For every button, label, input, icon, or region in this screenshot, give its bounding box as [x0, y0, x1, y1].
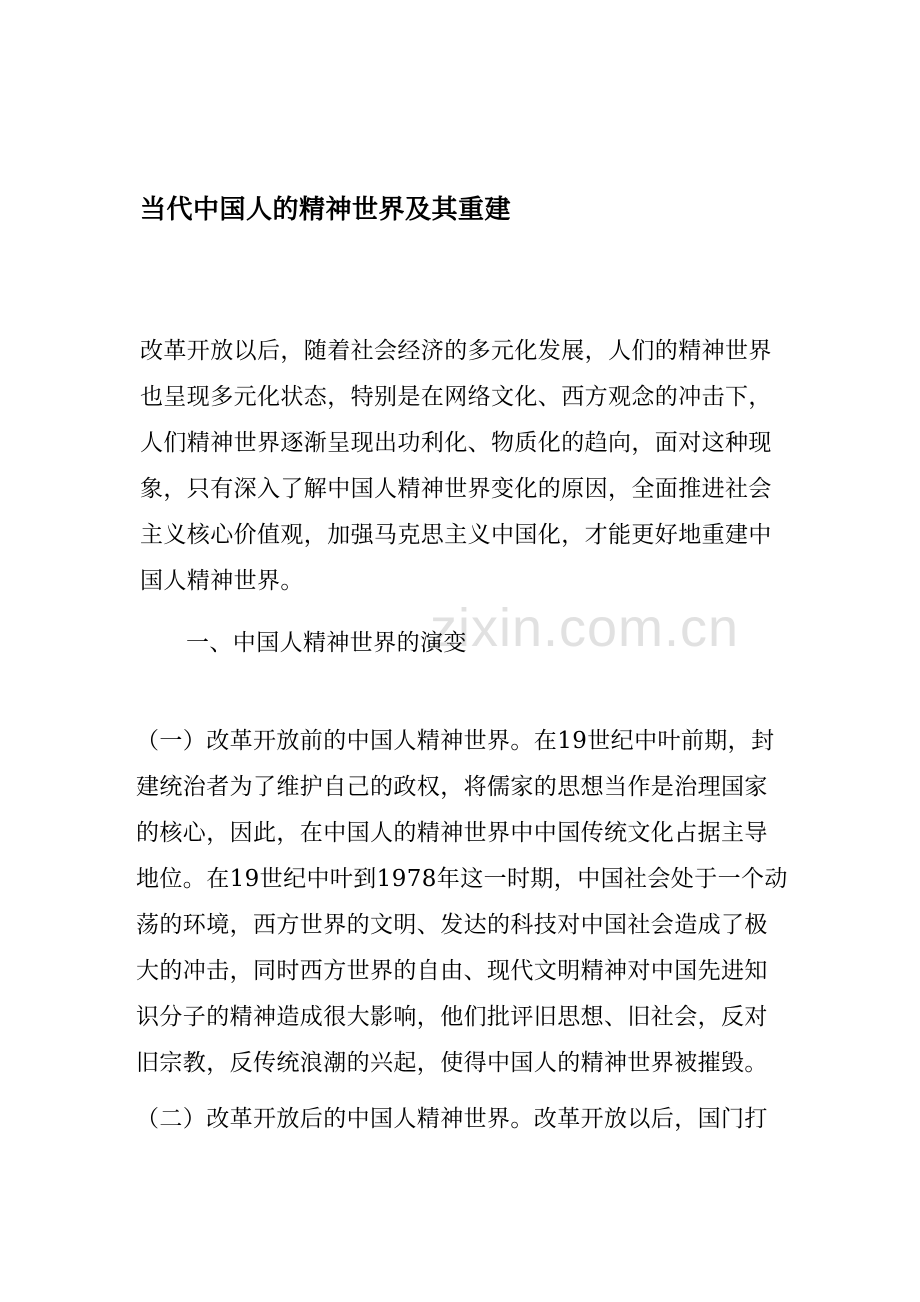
intro-paragraph: [140, 328, 780, 604]
watermark: zixin.com.cn: [430, 598, 740, 658]
text-line: 象，只有深入了解中国人精神世界变化的原因，全面推进社会: [140, 476, 772, 502]
text-line: 旧宗教，反传统浪潮的兴起，使得中国人的精神世界被摧毁。: [136, 1050, 768, 1076]
text-line: （二）改革开放后的中国人精神世界。改革开放以后，国门打: [136, 1106, 768, 1132]
text-line: 地位。在19世纪中叶到1978年这一时期，中国社会处于一个动: [136, 866, 788, 892]
subsection-1-paragraph: [136, 718, 788, 1086]
text-line: 的核心，因此，在中国人的精神世界中中国传统文化占据主导: [136, 820, 768, 846]
subsection-2-paragraph: [136, 1096, 776, 1142]
text-line: 荡的环境，西方世界的文明、发达的科技对中国社会造成了极: [136, 912, 768, 938]
text-line: 大的冲击，同时西方世界的自由、现代文明精神对中国先进知: [136, 958, 768, 984]
text-line: 也呈现多元化状态，特别是在网络文化、西方观念的冲击下，: [140, 384, 772, 410]
document-title: 当代中国人的精神世界及其重建: [140, 195, 512, 225]
text-line: （一）改革开放前的中国人精神世界。在19世纪中叶前期，封: [136, 728, 775, 754]
text-line: 人们精神世界逐渐呈现出功利化、物质化的趋向，面对这种现: [140, 430, 772, 456]
text-line: 建统治者为了维护自己的政权，将儒家的思想当作是治理国家: [136, 774, 768, 800]
text-line: 主义核心价值观，加强马克思主义中国化，才能更好地重建中: [140, 522, 772, 548]
text-line: 国人精神世界。: [140, 568, 304, 594]
text-line: 改革开放以后，随着社会经济的多元化发展，人们的精神世界: [140, 338, 772, 364]
text-line: 识分子的精神造成很大影响，他们批评旧思想、旧社会，反对: [136, 1004, 768, 1030]
section-heading: 一、中国人精神世界的演变: [186, 630, 467, 656]
